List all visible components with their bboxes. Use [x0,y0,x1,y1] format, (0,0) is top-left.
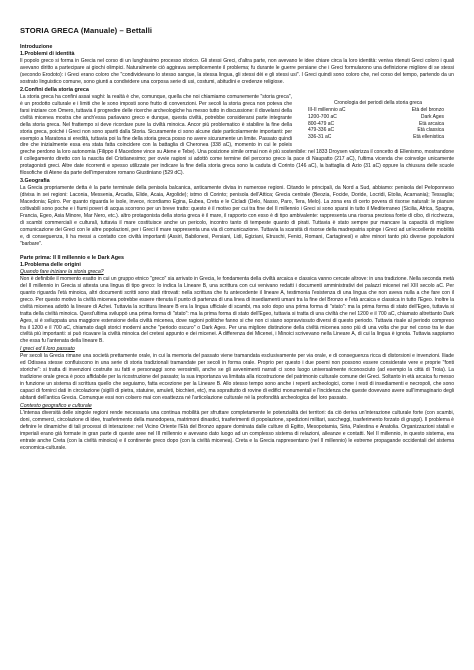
section-2-body [20,94,454,178]
section-2-text: La storia greca ha confini assai vaghi: la realtà è che, comunque, quella che noi chiamiamo comunemente "storia greca", è un prodotto culturale e i limiti che le sono imposti sono frutto di convenzioni. Per secoli la storia greca non poteva che farsi iniziare con Omero, tuttavia il progredire delle ricerche archeologiche ha messo tutto in discussione: il disvelarsi della civiltà micenea mostra che anch'essa parlavano greco e dunque, questa civiltà, potrebbe considerarsi parte integrante della storia greca. Nel frattempo si deve ricordare pure la civiltà minoica. Ancor più problematico è stabilire la fine della storia greca, poiché i Greci non sono spariti dalla Storia. Sicuramente ci sono alcune date particolarmente importanti: per esempio a Maratona si eredità, tuttavia poi la fine della storia greca posso no avere sicuramente un limite. Passato quindi dire che inizialmente essa era stata fatta coincidere con la battaglia di Cheronea (338 aC), momento in cui le poleis greche perdono la loro autonomia (Filippo il Macedone vince su Atene e Tebe). Una posizione simile ormai non è più sostenibile: nel 1833 Droysen valorizza il concetto di Ellenismo, mostrandone il collegamento diretto con la nascita del Cristianesimo; per ovvie ragioni si adottò come termine del percorso greco la pace di Naupatto (217 aC), l'ultima vicenda che coinvolge unicamente protagonisti greci. Altre date ricorrenti e spesso utilizzate per indicare la fine della storia greca sono la caduta di Corinto (146 aC), la battaglia di Azio (31 aC) oppure la chiusura delle scuole filosofiche di Atene da parte dell'imperatore romano Giustiniano (529 dC). [20,93,454,177]
section-2-heading: 2.Confini della storia greca [20,86,89,93]
intro-heading: Introduzione [20,44,53,50]
chronology-age: Età del bronzo [411,106,444,113]
subheading-past: I greci ed il loro passato [20,346,75,353]
subheading-start: Quando fare iniziare la storia greca? [20,268,104,275]
chronology-period: 336-31 aC [308,134,332,141]
context-text: L'intensa diversità delle singole regioni rende necessaria una continua mobilità per sfruttare completamente le potenzialità dei territori: da ciò deriva un'interazione culturale forte (con scambi, doni, commerci, circolazione di idee, trasferimento della manodopera, matrimoni dinastici, trasferimenti di popolazione, spedizioni militari, saccheggi, trasferimento forzato di gruppi). Il problema è definire le dinamiche di tali processi di interazione: nel Vicino Oriente l'Età del Bronzo appare dominata dalle culture di Egitto, Mesopotamia, Siria, Palestina e Anatolia. Organizzazioni statali e imperiali erano già formate in gran parte di queste aree nel III millennio e avevano dato luogo ad un complesso sistema di relazioni, alleanze e contatti. Nel II millennio, in questo sistema, era entrate anche Creta (con la civiltà minoica) e il continente greco dopo (con la civiltà micenea). Creta e la Grecia rappresentano (nel II millennio) le estreme propagande occidentali del sistema economica-culturale. [20,410,454,451]
chronology-row [302,107,454,114]
chronology-period: III-II millennio aC [308,106,346,113]
section-1-heading: 1.Problemi di identità [20,51,75,57]
chronology-row [302,121,454,128]
past-text: Per secoli la Grecia rimane una società prettamente orale, in cui la memoria del passato viene tramandata esclusivamente per via orale, e di conseguenza ricca di distorsioni e invenzioni. Iliade ed Odissea stesse confluiscono in una serie di storia tradizionali tramandate per secoli in forma orale. Proprio per questo i due poemi non possono essere considerate vere e proprie "fonti storiche": si tratta di invenzioni costruite su fatti e personaggi sono verosimili, anche se gli avvenimenti narrati ci sono luogo universalmente riconosciuto (ad esempio la città di Troia). La tradizione orale greca è poco affidabile per la ricostruzione del passato; la sua importanza va limitata alla ricostruzione del patrimonio culturale comune dei Greci. Soltanto in età arcaica fu messo in funzione un sistema di scrittura quello che seguiamo, fatta eccezione per la Lineare B. Allo stesso tempo sono anche i reperti archeologici, come i resti di insediamenti e necropoli, che sono capaci di fornirci dati in circolazione (sigilli di pietra, statuine, amuleti, bicchieri, etc), ma soprattutto di rovine di edifici monumentali e l'incidenza che queste dovevano avere sull'immaginario degli abitanti dell'antica Grecia. Comunque essi non colsero mai con esattezza né l'articolazione culturale né la profondità archeologica del loro passato. [20,353,454,402]
chronology-age: Età classica [417,127,444,134]
section-3-heading: 3.Geografia [20,178,50,185]
part-one [20,255,454,452]
chronology-period: 800-479 aC [308,120,335,127]
chronology-row [302,114,454,121]
section-3-text: La Grecia propriamente detta è la parte terminale della penisola balcanica, anticamente divisa in numerose regioni. Citando le principali, da Nord a Sud, abbiamo: penisola del Peloponneso (divisa in sei regioni: Laconia, Messenia, Arcadia, Elide, Acaia, Argolide); istmo di Corinto; penisola dell'Attica; Grecia centrale (Beozia, Focide, Doride, Locridi, Etolia, Acarnania); Tessaglia; Macedonia; Epiro. Per quanto riguarda le isole, invece, ricordiamo Egina, Eubea, Creta e le Cicladi (Delo, Nasso, Paro, Tera, Melo). La zona era di certo povera di risorse naturali: le pianure coltivabili sono poche e i fiumi poveri di acqua scorrono per un breve tratto: questo è il motivo per cui tra fine del II millennio i Greci si sono sparsi in tutto il Mediterraneo (Sicilia, Africa, Spagna, Francia, Egeo, Asia Minore, Mar Nero, etc.). altro protagonista della storia greca è il mare, il rapporto con esso è di tipo ambivalente: rappresenta una risorsa preziosa fonte di cibo, di ricchezza, di scambi commerciali e culturali, tuttavia il mare costituisce anche un pericolo, incontro tanto di tempeste quanto di pirati. Tuttavia è stato sempre pur mancare la capacità di migliore comunicazione dei Greci con le altre popolazioni, per i Greci il mare rappresenta una via di comunicazione. Tuttavia la scarsità di risorse della madrepatria spinge i Greci ad un'eccellente mobilità e, di conseguenza, li ha messi a contatto con civiltà importanti (Assiri, Babilonesi, Persiani, Lidi, Egiziani, Etruschi, Fenici, Romani, Cartaginesi) e altre minori tanto più diverse popolazioni "barbare". [20,185,454,247]
chronology-period: 1200-700 aC [308,113,337,120]
chronology-row [302,134,454,141]
subheading-context: Contesto geografico e culturale [20,403,92,410]
document-title: STORIA GRECA (Manuale) – Bettalli [20,26,153,35]
chronology-age: Dark Ages [420,113,444,120]
chronology-period: 479-336 aC [308,127,335,134]
chronology-row [302,127,454,134]
origins-text: Non è definibile il momento esatto in cui un gruppo etnico "greco" sia arrivato in Grecia, le fondamenta della civiltà arcaica e classica vanno cercate altrove: in una tradizione. Nella seconda metà del II millennio in Grecia si attesta una lingua di tipo greco: lo indica la Lineare B, una scrittura con cui venivano redatti i documenti amministrativi dei palazzi micenei nel XIII secolo aC. Per quanto riguarda l'età minoica, altri documenti scritti sono stati ritrovati: nella scrittura che fu antecedente il lineare A, testimonia l'esistenza di una lingua che non aveva nulla a che fare con il greco. Per questo motivo la civiltà micenea potrebbe essere ritenuta il punto di partenza di una linea di insediamenti umani tra la fine del Bronzo e l'età arcaica e classica in tutto l'Egeo. Inoltre la civiltà micenea adottò la lineare di Achei. Tuttavia la scrittura lineare B era la lingua ufficiale di scambi, ma solo dopo una prima forma di "stato": ma la prima forma di stato dell'Egeo, tuttavia si tratta della civiltà minoica. Quest'ultima sviluppò una prima forma di "stato": ma la prima forma di stato dell'Egeo, tuttavia si tratta di una civiltà che nel 1200 e il 700 aC, chiamato altrettanto Dark Ages, si è sviluppata una maggiore estensione della civiltà micenea, dove ragioni politiche fanno si che non ci siano sopravvissuto diversi di questo periodo. Tuttavia risale al periodo compreso fra il 1200 e il 700 aC, chiamato dagli storici moderni anche "periodo oscuro" o Dark Ages. Per una migliore distinzione della civiltà micenea sono più di una volta che pur nel corso tra le due civiltà più importanti: si può ricavare la civiltà minoica del cretesi appunto e dei micenei. A differenza dei Micenei, i Minoici scrivevano nella Lineare A, di cui la lingua è ignota. Tuttavia sappiamo che essa fu l'antenata della lineare B. [20,275,454,345]
part-1-section-heading: 1.Problema delle origini [20,261,81,268]
chronology-title: Cronologia dei periodi della storia greca [333,99,423,106]
part-heading: Parte prima: Il II millennio e le Dark Ages [20,254,125,261]
document-page [20,26,454,453]
chronology-table [302,100,454,141]
chronology-age: Età ellenistica [413,134,444,141]
chronology-age: Età arcaica [418,120,444,127]
section-1-text: Il popolo greco si forma in Grecia nel corso di un lunghissimo processo storico. Gli stessi Greci, d'altra parte, non avevano le idee chiare circa la loro identità: veniva ritenuti Greci coloro i quali avevano diritto a partecipare ai giochi olimpici. Naturalmente ciò aggirava semplicemente il problema; fu durante le guerre persiane che i Greci formularono una definizione migliore di se stessi (secondo Erodoto): i Greci erano coloro che "condividevano lo stesso sangue, la stessa lingua, gli stessi dèi e gli stessi usi". I Greci quindi sono coloro che, nel corso del tempo, partendo da un sostrato linguistico comune, sono giunti a condividere una corposa serie di usi, costumi, abitudini e credenze religiose. [20,58,454,85]
